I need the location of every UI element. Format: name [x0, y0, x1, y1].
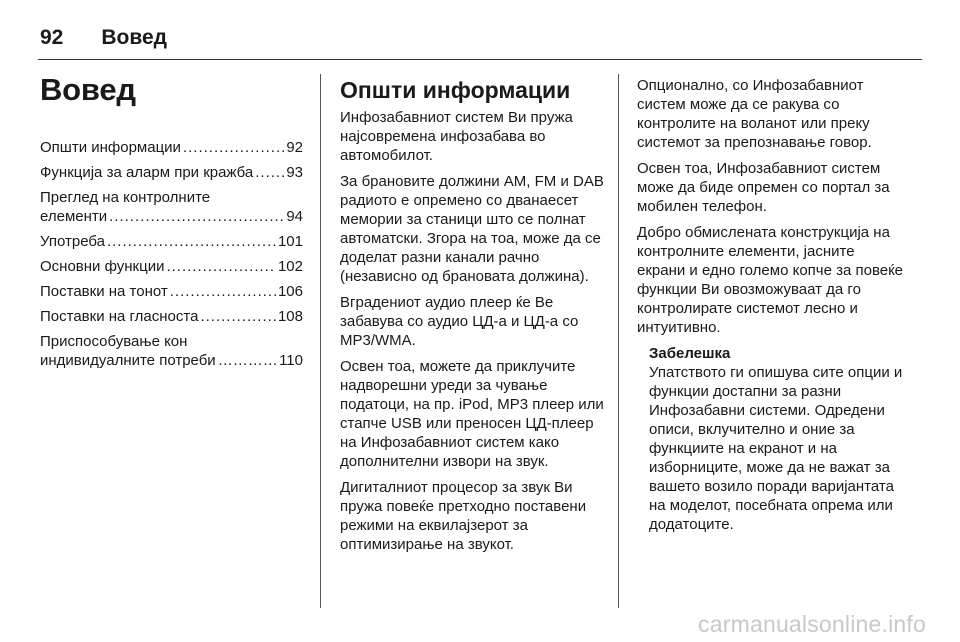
column-divider-left [320, 74, 321, 608]
toc-page-number: 93 [286, 164, 303, 181]
body-paragraph: Дигиталниот процесор за звук Ви пружа повеќе претходно поставени режими на еквилајзерот за оптимизирање на звукот. [340, 479, 587, 553]
toc-leader [109, 207, 284, 226]
toc-page-number: 101 [277, 233, 303, 250]
body-paragraph: Добро обмислената конструкција на контролните елементи, јасните екрани и едно големо копче за повеќе функции Ви овозможуваат да го контролирате системот лесно и интуитивно. [637, 224, 904, 336]
toc-page-number: 92 [286, 139, 303, 156]
body-paragraph: За брановите должини AM, FM и DAB радиото е опремено со дванаесет мемории за станици што се полнат автоматски. Згора на тоа, може да се доделат разни канали рачно (независно од брановата должина). [340, 173, 604, 285]
header-rule [38, 59, 922, 60]
toc-entry-title: Поставки на тонот [40, 283, 168, 300]
toc-entry-title: Приспособување кон [40, 333, 188, 350]
toc-entry-title: Поставки на гласноста [40, 308, 199, 325]
toc-entry[interactable] [40, 257, 303, 276]
toc-link[interactable] [40, 282, 303, 301]
toc-link[interactable] [40, 163, 303, 182]
column-general-info [340, 76, 604, 561]
toc-page-number: 106 [277, 283, 303, 300]
toc-entry-title: Општи информации [40, 139, 181, 156]
toc-page-number: 102 [277, 258, 303, 275]
toc-link[interactable] [40, 307, 303, 326]
toc-entry[interactable] [40, 163, 303, 182]
watermark: carmanualsonline.info [698, 611, 926, 637]
toc-link[interactable] [40, 138, 303, 157]
column-continued [637, 76, 903, 534]
toc-link[interactable] [40, 188, 303, 226]
section-title: Општи информации [340, 77, 571, 103]
page-number: 92 [40, 26, 64, 49]
toc-entry-title: индивидуалните потреби [40, 352, 216, 369]
body-paragraph: Инфозабавниот систем Ви пружа најсовремена инфозабава во автомобилот. [340, 109, 573, 164]
toc-entry-title: Функција за аларм при кражба [40, 164, 254, 181]
toc-page-number: 94 [286, 208, 303, 225]
column-toc [40, 72, 303, 376]
running-title: Вовед [101, 26, 167, 49]
chapter-title: Вовед [40, 72, 136, 107]
toc-leader [170, 282, 276, 301]
note-title: Забелешка [649, 345, 731, 362]
toc-leader [107, 232, 276, 251]
table-of-contents [40, 138, 303, 370]
note-box [649, 344, 903, 534]
toc-link[interactable] [40, 332, 303, 370]
toc-page-number: 110 [279, 352, 303, 369]
body-paragraph: Опционално, со Инфозабавниот систем може да се ракува со контролите на воланот или преку системот за препознавање говор. [637, 77, 872, 151]
toc-leader [166, 257, 276, 276]
toc-entry-title: Основни функции [40, 258, 165, 275]
body-paragraph: Вградениот аудио плеер ќе Ве забавува со аудио ЦД-а и ЦД-а со MP3/WMA. [340, 294, 579, 349]
page-header [40, 14, 167, 50]
toc-link[interactable] [40, 232, 303, 251]
toc-entry[interactable] [40, 332, 303, 370]
toc-leader [255, 163, 284, 182]
toc-leader [200, 307, 276, 326]
toc-entry-title: елементи [40, 208, 108, 225]
note-text: Упатството ги опишува сите опции и функции достапни за разни Инфозабавни системи. Одредени описи, вклучително и оние за функциите на екранот и на изборниците, може да не важат за вашето возило поради варијантата на моделот, посебната опрема или додатоците. [649, 364, 903, 533]
body-paragraph: Освен тоа, можете да приклучите надворешни уреди за чување податоци, на пр. iPod, MP3 плеер или стапче USB или преносен ЦД-плеер на Инфозабавниот систем како дополнителни извори на звук. [340, 358, 604, 470]
toc-page-number: 108 [277, 308, 303, 325]
toc-entry-title: Преглед на контролните [40, 189, 211, 206]
toc-entry[interactable] [40, 138, 303, 157]
toc-leader [218, 351, 277, 370]
column-divider-right [618, 74, 619, 608]
toc-entry[interactable] [40, 188, 303, 226]
toc-link[interactable] [40, 257, 303, 276]
toc-entry[interactable] [40, 307, 303, 326]
toc-entry[interactable] [40, 232, 303, 251]
toc-entry[interactable] [40, 282, 303, 301]
toc-leader [183, 138, 284, 157]
body-paragraph: Освен тоа, Инфозабавниот систем може да биде опремен со портал за мобилен телефон. [637, 160, 890, 215]
toc-entry-title: Употреба [40, 233, 105, 250]
